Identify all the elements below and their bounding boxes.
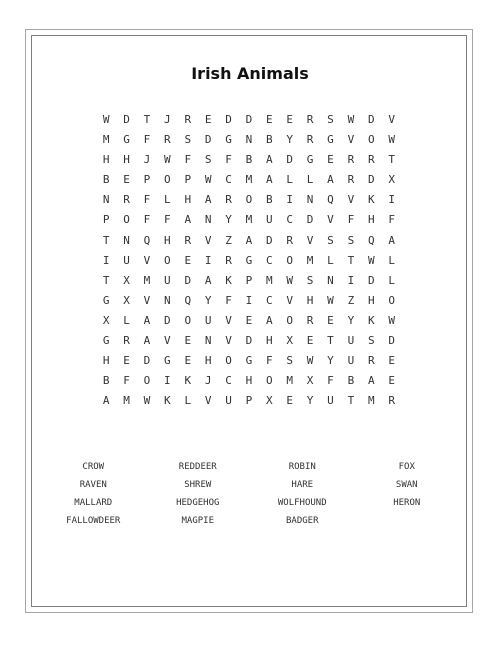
puzzle-title: Irish Animals [191, 64, 309, 83]
grid-letter: A [143, 334, 151, 348]
grid-letter: U [347, 354, 355, 368]
grid-letter: R [225, 253, 232, 267]
word-item: HARE [291, 480, 314, 490]
grid-letter: B [245, 153, 253, 167]
grid-letter: L [327, 253, 334, 267]
grid-letter: Q [327, 193, 334, 207]
grid-row [96, 190, 402, 210]
grid-letter: X [123, 293, 130, 307]
grid-letter: X [266, 394, 273, 408]
grid-letter: N [327, 273, 334, 287]
grid-letter: O [367, 133, 375, 147]
grid-letter: S [204, 153, 212, 167]
grid-letter: P [143, 173, 151, 187]
grid-letter: S [184, 133, 192, 147]
grid-letter: J [143, 153, 151, 167]
word-item: MALLARD [74, 498, 113, 508]
grid-letter: E [184, 354, 192, 368]
word-item: HERON [393, 498, 421, 508]
grid-letter: H [367, 293, 375, 307]
grid-letter: V [143, 253, 151, 267]
grid-letter: E [327, 313, 334, 327]
word-item: SWAN [395, 480, 418, 490]
grid-letter: D [367, 173, 375, 187]
grid-letter: U [164, 273, 171, 287]
grid-letter: H [245, 374, 253, 388]
grid-letter: G [245, 354, 253, 368]
grid-letter: W [367, 253, 375, 267]
grid-letter: B [102, 173, 110, 187]
grid-letter: M [286, 374, 294, 388]
grid-letter: O [164, 253, 171, 267]
grid-letter: T [143, 113, 151, 126]
grid-letter: R [367, 354, 375, 368]
grid-letter: D [184, 273, 192, 287]
grid-letter: T [347, 253, 355, 267]
word-row [41, 458, 459, 476]
grid-letter: O [184, 313, 192, 327]
grid-letter: D [245, 113, 253, 126]
grid-letter: I [286, 193, 294, 207]
grid-letter: E [123, 354, 130, 368]
grid-letter: A [367, 374, 375, 388]
grid-letter: P [245, 394, 253, 408]
grid-letter: O [143, 374, 151, 388]
grid-letter: E [204, 113, 212, 126]
grid-letter: T [347, 394, 355, 408]
grid-letter: V [143, 293, 151, 307]
grid-letter: X [306, 374, 314, 388]
grid-letter: B [347, 374, 355, 388]
grid-letter: I [347, 273, 355, 287]
grid-letter: O [388, 293, 395, 307]
grid-letter: A [143, 313, 151, 327]
grid-letter: X [123, 273, 130, 287]
grid-letter: L [388, 273, 395, 287]
grid-letter: X [102, 313, 110, 327]
grid-letter: U [123, 253, 130, 267]
grid-letter: R [347, 153, 355, 167]
grid-letter: M [266, 273, 273, 287]
grid-row [96, 371, 402, 391]
grid-letter: Z [347, 293, 355, 307]
word-item: CROW [82, 462, 105, 472]
grid-letter: F [347, 213, 355, 227]
grid-letter: G [102, 293, 110, 307]
grid-letter: F [225, 293, 232, 307]
grid-letter: C [225, 173, 232, 187]
grid-letter: U [266, 213, 273, 227]
word-item: HEDGEHOG [176, 498, 220, 508]
grid-letter: Y [286, 133, 294, 147]
grid-letter: O [164, 173, 171, 187]
grid-letter: R [306, 113, 314, 126]
grid-letter: A [245, 233, 253, 247]
grid-letter: W [306, 354, 314, 368]
grid-letter: U [347, 334, 355, 348]
grid-letter: J [204, 374, 212, 388]
grid-letter: G [102, 334, 110, 348]
grid-letter: V [225, 334, 232, 348]
grid-letter: H [184, 193, 192, 207]
grid-letter: E [327, 153, 334, 167]
grid-letter: E [266, 113, 273, 126]
grid-letter: I [204, 253, 212, 267]
grid-letter: D [143, 354, 151, 368]
grid-row [96, 231, 402, 251]
grid-letter: N [245, 133, 253, 147]
grid-letter: N [164, 293, 171, 307]
grid-letter: Q [143, 233, 151, 247]
grid-letter: O [123, 213, 130, 227]
grid-letter: M [123, 394, 130, 408]
grid-letter: D [367, 273, 375, 287]
grid-letter: K [164, 394, 171, 408]
grid-letter: K [184, 374, 192, 388]
grid-letter: R [184, 113, 192, 126]
grid-letter: D [123, 113, 130, 126]
grid-letter: S [306, 273, 314, 287]
grid-letter: Y [306, 394, 314, 408]
grid-letter: Y [327, 354, 334, 368]
grid-letter: C [266, 293, 273, 307]
grid-letter: O [225, 354, 232, 368]
grid-letter: M [102, 133, 110, 147]
grid-letter: R [184, 233, 192, 247]
grid-letter: N [123, 233, 130, 247]
grid-letter: F [388, 213, 395, 227]
grid-letter: A [184, 213, 192, 227]
grid-letter: N [306, 193, 314, 207]
grid-letter: B [266, 193, 273, 207]
grid-row [96, 311, 402, 331]
grid-letter: G [306, 153, 314, 167]
grid-letter: E [245, 313, 253, 327]
grid-letter: B [102, 374, 110, 388]
grid-letter: E [286, 394, 294, 408]
grid-letter: N [204, 334, 212, 348]
grid-letter: D [204, 133, 212, 147]
grid-row [96, 331, 402, 351]
grid-letter: A [388, 233, 395, 247]
grid-letter: D [225, 113, 232, 126]
word-row [41, 512, 459, 530]
grid-letter: E [123, 173, 130, 187]
grid-letter: D [245, 334, 253, 348]
grid-letter: U [204, 313, 212, 327]
grid-letter: S [347, 233, 355, 247]
grid-letter: Q [184, 293, 192, 307]
grid-letter: E [286, 113, 294, 126]
grid-letter: T [102, 273, 110, 287]
grid-letter: W [102, 113, 110, 126]
grid-letter: W [327, 293, 334, 307]
grid-letter: F [123, 374, 130, 388]
grid-letter: F [225, 153, 232, 167]
grid-letter: I [164, 374, 171, 388]
grid-row [96, 110, 402, 130]
grid-letter: D [286, 153, 294, 167]
grid-letter: W [143, 394, 151, 408]
grid-letter: D [164, 313, 171, 327]
grid-letter: F [266, 354, 273, 368]
grid-letter: L [306, 173, 314, 187]
grid-letter: V [327, 213, 334, 227]
grid-letter: Y [225, 213, 232, 227]
word-item: WOLFHOUND [277, 498, 327, 508]
grid-letter: R [388, 394, 395, 408]
grid-letter: S [327, 113, 334, 126]
grid-letter: H [204, 354, 212, 368]
word-item: SHREW [184, 480, 212, 490]
grid-letter: O [266, 374, 273, 388]
word-item: REDDEER [178, 462, 217, 472]
grid-letter: Y [347, 313, 355, 327]
grid-letter: A [204, 193, 212, 207]
grid-letter: W [388, 133, 395, 147]
grid-letter: D [388, 334, 395, 348]
word-row [41, 494, 459, 512]
grid-letter: G [164, 354, 171, 368]
grid-letter: H [102, 153, 110, 167]
grid-letter: V [286, 293, 294, 307]
grid-letter: F [143, 133, 151, 147]
grid-letter: R [306, 313, 314, 327]
grid-letter: R [347, 173, 355, 187]
grid-letter: I [245, 293, 253, 307]
grid-letter: I [102, 253, 110, 267]
grid-letter: R [367, 153, 375, 167]
grid-letter: N [102, 193, 110, 207]
grid-letter: V [204, 394, 212, 408]
grid-row [96, 150, 402, 170]
grid-letter: E [184, 253, 192, 267]
grid-letter: K [367, 313, 375, 327]
grid-letter: S [367, 334, 375, 348]
grid-letter: X [286, 334, 294, 348]
grid-letter: F [164, 213, 171, 227]
grid-letter: M [245, 173, 253, 187]
grid-letter: D [306, 213, 314, 227]
grid-letter: A [266, 313, 273, 327]
grid-letter: O [286, 253, 294, 267]
grid-letter: R [306, 133, 314, 147]
grid-letter: H [266, 334, 273, 348]
grid-letter: T [102, 233, 110, 247]
grid-letter: W [286, 273, 294, 287]
word-item: RAVEN [79, 480, 107, 490]
grid-letter: B [266, 133, 273, 147]
word-row [41, 476, 459, 494]
grid-letter: C [266, 253, 273, 267]
grid-letter: H [102, 354, 110, 368]
grid-letter: F [184, 153, 192, 167]
grid-letter: R [286, 233, 294, 247]
grid-letter: F [143, 213, 151, 227]
grid-letter: M [306, 253, 314, 267]
grid-row [96, 351, 402, 371]
grid-letter: E [306, 334, 314, 348]
grid-letter: W [204, 173, 212, 187]
grid-letter: L [286, 173, 294, 187]
grid-letter: Y [204, 293, 212, 307]
grid-letter: R [123, 193, 130, 207]
grid-letter: T [388, 153, 395, 167]
grid-letter: X [388, 173, 395, 187]
grid-letter: M [245, 213, 253, 227]
grid-letter: R [225, 193, 232, 207]
grid-letter: P [184, 173, 192, 187]
grid-row [96, 130, 402, 150]
grid-letter: V [347, 133, 355, 147]
grid-letter: A [204, 273, 212, 287]
grid-letter: A [327, 173, 334, 187]
grid-row [96, 291, 402, 311]
grid-row [96, 391, 402, 411]
grid-letter: A [102, 394, 110, 408]
word-item: BADGER [285, 516, 319, 526]
grid-row [96, 251, 402, 271]
grid-letter: I [388, 193, 395, 207]
grid-letter: P [102, 213, 110, 227]
grid-letter: D [367, 113, 375, 126]
grid-letter: Z [225, 233, 232, 247]
grid-letter: A [266, 153, 273, 167]
word-item: FOX [398, 462, 415, 472]
grid-letter: E [388, 374, 395, 388]
grid-letter: W [164, 153, 171, 167]
grid-letter: C [225, 374, 232, 388]
grid-letter: V [164, 334, 171, 348]
grid-letter: D [266, 233, 273, 247]
grid-letter: V [204, 233, 212, 247]
grid-row [96, 271, 402, 291]
word-item: MAGPIE [181, 516, 214, 526]
grid-letter: V [388, 113, 395, 126]
grid-letter: V [347, 193, 355, 207]
grid-letter: S [327, 233, 334, 247]
grid-letter: W [388, 313, 395, 327]
grid-letter: G [123, 133, 130, 147]
grid-letter: L [123, 313, 130, 327]
grid-letter: S [286, 354, 294, 368]
grid-letter: W [347, 113, 355, 126]
grid-letter: A [266, 173, 273, 187]
grid-letter: H [123, 153, 130, 167]
grid-letter: V [225, 313, 232, 327]
grid-letter: O [286, 313, 294, 327]
grid-letter: K [225, 273, 232, 287]
grid-letter: L [388, 253, 395, 267]
word-item: FALLOWDEER [66, 516, 121, 526]
word-list [41, 458, 459, 530]
grid-row [96, 210, 402, 230]
grid-letter: C [286, 213, 294, 227]
grid-letter: L [164, 193, 171, 207]
grid-letter: G [327, 133, 334, 147]
grid-letter: M [367, 394, 375, 408]
grid-letter: P [245, 273, 253, 287]
grid-letter: J [164, 113, 171, 126]
grid-letter: G [225, 133, 232, 147]
grid-letter: N [204, 213, 212, 227]
grid-letter: E [388, 354, 395, 368]
grid-letter: G [245, 253, 253, 267]
grid-letter: R [164, 133, 171, 147]
grid-letter: F [143, 193, 151, 207]
letter-grid [96, 110, 402, 411]
grid-letter: F [327, 374, 334, 388]
grid-letter: O [245, 193, 253, 207]
grid-letter: U [225, 394, 232, 408]
grid-letter: V [306, 233, 314, 247]
grid-letter: U [327, 394, 334, 408]
grid-letter: M [143, 273, 151, 287]
grid-letter: E [184, 334, 192, 348]
grid-letter: T [327, 334, 334, 348]
grid-letter: H [367, 213, 375, 227]
grid-letter: K [367, 193, 375, 207]
grid-letter: H [164, 233, 171, 247]
grid-letter: H [306, 293, 314, 307]
grid-letter: L [184, 394, 192, 408]
grid-letter: Q [367, 233, 375, 247]
word-item: ROBIN [288, 462, 316, 472]
grid-letter: R [123, 334, 130, 348]
grid-row [96, 170, 402, 190]
